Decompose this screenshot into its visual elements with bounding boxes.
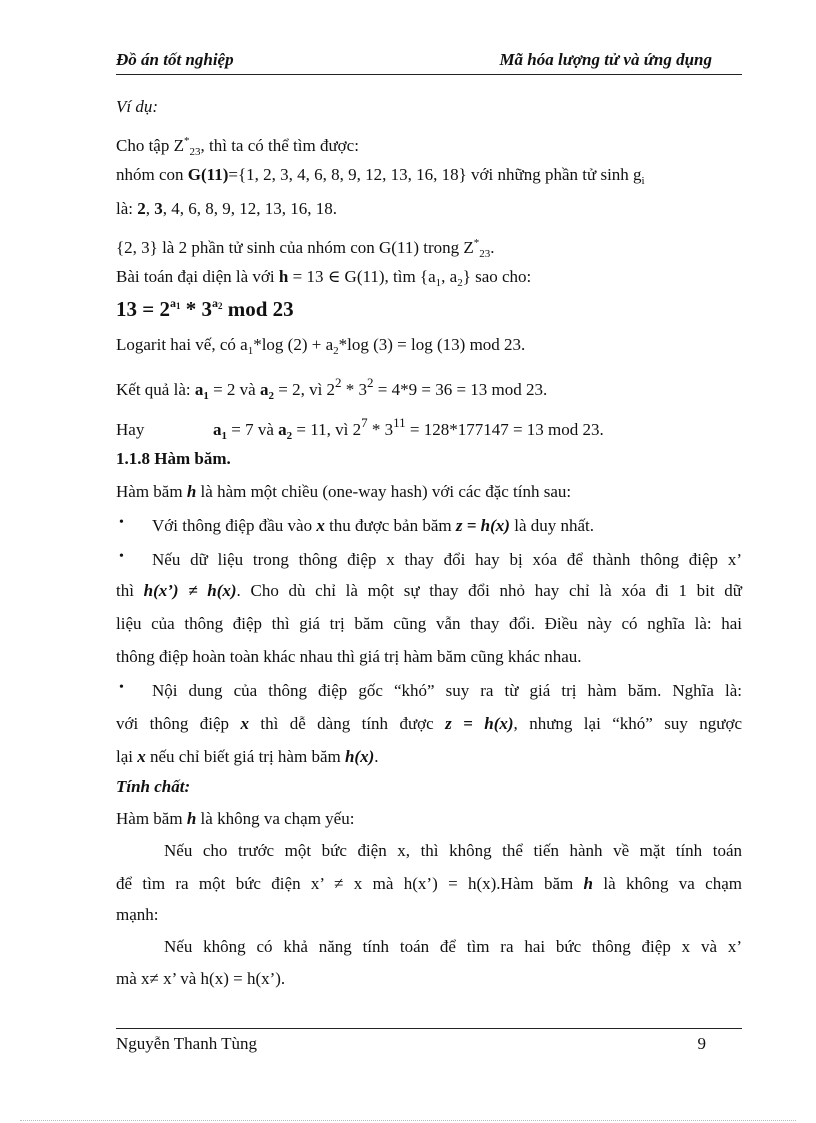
strong-collision-def-line-2: mà x≠ x’ và h(x) = h(x’). bbox=[116, 969, 286, 988]
bullet-2-line-3: liệu của thông điệp thì giá trị băm cũng vẫn thay đổi. Điều này có nghĩa là: hai bbox=[116, 614, 742, 633]
page-footer bbox=[116, 1028, 742, 1053]
page-number: 9 bbox=[697, 1034, 706, 1053]
bullet-3-marker: • bbox=[119, 680, 124, 695]
bullet-3-line-1: Nội dung của thông điệp gốc “khó” suy ra từ giá trị hàm băm. Nghĩa là: bbox=[152, 681, 742, 700]
page-header bbox=[116, 48, 742, 75]
footer-author: Nguyễn Thanh Tùng bbox=[116, 1034, 258, 1053]
header-topic-title: Mã hóa lượng tử và ứng dụng bbox=[499, 50, 712, 69]
weak-collision-def-line-2: để tìm ra một bức điện x’ ≠ x mà h(x’) = h(x).Hàm băm h là không va chạm bbox=[116, 874, 742, 893]
result-line-2: Hay $a_1 = 7$ và $a_2 = 11$, vì $2^7 * 3^{11} = 128*177147 = 13$ mod 23. bbox=[116, 415, 604, 442]
discrete-log-equation: $13 = 2^{a1} * 3^{a2}$ mod 23 bbox=[116, 296, 294, 321]
bullet-3-line-3: lại x nếu chỉ biết giá trị hàm băm h(x). bbox=[116, 747, 379, 766]
header-thesis-title: Đồ án tốt nghiệp bbox=[116, 50, 234, 69]
strong-collision-def-line-1: Nếu không có khả năng tính toán để tìm ra hai bức thông điệp x và x’ bbox=[164, 937, 742, 956]
hash-intro-line: Hàm băm h là hàm một chiều (one-way hash) với các đặc tính sau: bbox=[116, 482, 572, 501]
bullet-2-line-1: Nếu dữ liệu trong thông điệp x thay đổi hay bị xóa để thành thông điệp x’ bbox=[152, 550, 742, 569]
example-generators-line: là: 2, 3, 4, 6, 8, 9, 12, 13, 16, 18. bbox=[116, 199, 337, 218]
bullet-2-line-2: thì h(x’) ≠ h(x). Cho dù chỉ là một sự thay đổi nhỏ hay chỉ là xóa đi 1 bit dữ bbox=[116, 581, 743, 600]
logarithm-line: Logarit hai vế, có $a_1*\log$ $(2) + a_2*\log$ (3) = log (13) mod 23. bbox=[116, 335, 526, 357]
properties-heading: Tính chất: bbox=[116, 777, 191, 796]
strong-collision-label: mạnh: bbox=[116, 905, 159, 924]
section-heading: 1.1.8 Hàm băm. bbox=[116, 449, 231, 468]
example-label: Ví dụ: bbox=[116, 97, 159, 116]
example-problem-line: Bài toán đại diện là với h = 13 ∈ G(11), tìm {$a_1$, $a_2$} sao cho: bbox=[116, 267, 532, 289]
weak-collision-line: Hàm băm h là không va chạm yếu: bbox=[116, 809, 355, 828]
page-bottom-divider bbox=[20, 1120, 796, 1121]
bullet-2-line-4: thông điệp hoàn toàn khác nhau thì giá trị hàm băm cũng khác nhau. bbox=[116, 647, 582, 666]
bullet-2-marker: • bbox=[119, 549, 124, 564]
weak-collision-def-line-1: Nếu cho trước một bức điện x, thì không thể tiến hành về mặt tính toán bbox=[164, 841, 742, 860]
bullet-3-line-2: với thông điệp x thì dễ dàng tính được z = h(x), nhưng lại “khó” suy ngược bbox=[116, 714, 742, 733]
example-subgroup-line: nhóm con G(11)={1, 2, 3, 4, 6, 8, 9, 12, 13, 16, 18} với những phần tử $\sinh g_i$ bbox=[116, 165, 645, 187]
bullet-1-marker: • bbox=[119, 515, 124, 530]
example-pair-line: {2, 3} là 2 phần tử sinh của nhóm con G(11) trong $Z^*_{23}$. bbox=[116, 237, 495, 260]
bullet-1-text: Với thông điệp đầu vào x thu được bản băm z = h(x) là duy nhất. bbox=[152, 516, 595, 535]
example-set-line: Cho tập $Z^*_{23}$, thì ta có thể tìm được: bbox=[116, 135, 359, 158]
result-line-1: Kết quả là: $a_1 = 2$ và $a_2 = 2$, vì $2^2 * 3^2 = 4*9 = 36 = 13$ mod 23. bbox=[116, 375, 548, 402]
